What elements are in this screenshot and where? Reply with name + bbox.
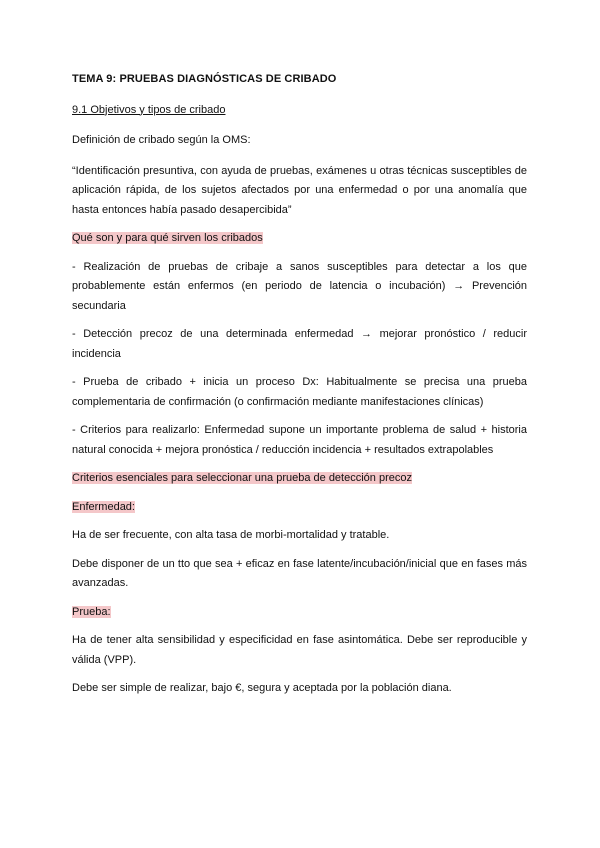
page-title: TEMA 9: PRUEBAS DIAGNÓSTICAS DE CRIBADO <box>72 73 337 85</box>
section-heading: 9.1 Objetivos y tipos de cribado <box>72 103 226 116</box>
oms-quote: “Identificación presuntiva, con ayuda de pruebas, exámenes u otras técnicas susceptibles de aplicación rápida, de los sujetos afectados por una enfermedad o por una anomalía que hasta entonces había pasado desapercibida” <box>72 164 527 216</box>
enfermedad-paragraph: Debe disponer de un tto que sea + eficaz en fase latente/incubación/inicial que en fases más avanzadas. <box>72 557 527 589</box>
prueba-paragraph: Debe ser simple de realizar, bajo €, segura y aceptada por la población diana. <box>72 682 452 694</box>
enfermedad-paragraph: Ha de ser frecuente, con alta tasa de morbi-mortalidad y tratable. <box>72 529 390 541</box>
highlight-heading-criterios: Criterios esenciales para seleccionar una prueba de detección precoz <box>72 472 412 484</box>
bullet-item: - Criterios para realizarlo: Enfermedad supone un importante problema de salud + historia natural conocida + mejora pronóstica / reducción incidencia + resultados extrapolables <box>72 424 527 456</box>
enfermedad-heading: Enfermedad: <box>72 500 135 513</box>
prueba-paragraph: Ha de tener alta sensibilidad y especificidad en fase asintomática. Debe ser reproducible y válida (VPP). <box>72 634 527 666</box>
oms-intro: Definición de cribado según la OMS: <box>72 134 251 146</box>
bullet-item: - Prueba de cribado + inicia un proceso Dx: Habitualmente se precisa una prueba complementaria de confirmación (o confirmación mediante manifestaciones clínicas) <box>72 376 527 408</box>
bullet-item: - Realización de pruebas de cribaje a sanos susceptibles para detectar a los que probablemente están enfermos (en periodo de latencia o incubación) → Prevención secundaria <box>72 260 527 312</box>
bullet-item: - Detección precoz de una determinada enfermedad → mejorar pronóstico / reducir incidencia <box>72 328 527 360</box>
document-body <box>72 70 527 699</box>
prueba-heading: Prueba: <box>72 605 111 618</box>
highlight-heading-que-son: Qué son y para qué sirven los cribados <box>72 232 263 244</box>
